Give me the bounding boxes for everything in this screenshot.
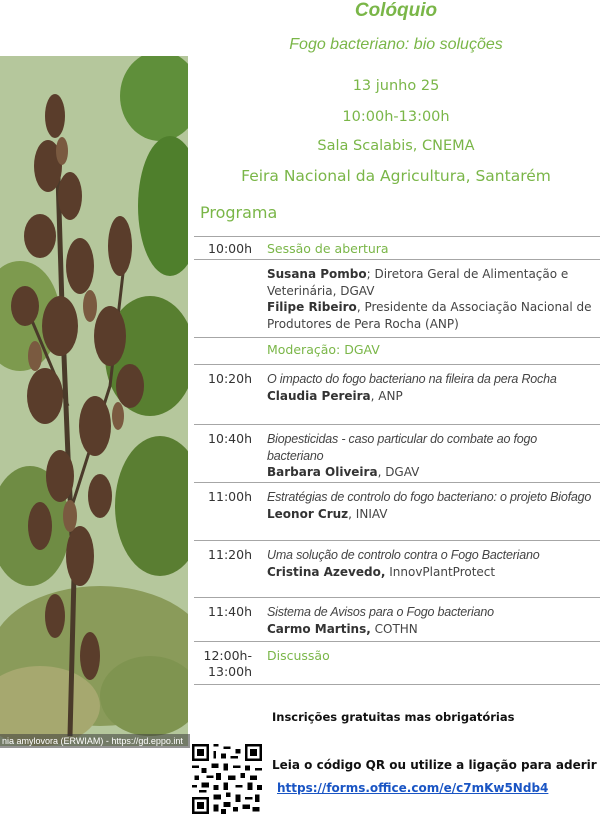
speaker-role: ; Diretora Geral de Alimentação e Veterinária, DGAV (267, 267, 569, 298)
row-time: 11:40h (208, 604, 252, 619)
speaker-name: Susana Pombo (267, 267, 367, 281)
table-row (194, 641, 600, 685)
speaker-org: , INIAV (348, 506, 388, 521)
speaker-name: Claudia Pereira (267, 388, 371, 403)
event-time: 10:00h-13:00h (342, 109, 450, 125)
talk-title: Biopesticidas - caso particular do combate ao fogo bacteriano (267, 432, 538, 463)
row-content (267, 365, 600, 424)
row-time: 10:40h (208, 431, 252, 446)
tree-photo (0, 56, 188, 746)
table-row (194, 482, 600, 540)
section-title: Programa (200, 203, 278, 222)
row-content (267, 483, 600, 540)
speaker-org: InnovPlantProtect (385, 564, 496, 579)
event-venue: Feira Nacional da Agricultura, Santarém (241, 167, 551, 185)
qr-code-icon[interactable] (192, 744, 262, 814)
table-row (194, 597, 600, 641)
speaker-role: , Presidente da Associação Nacional de Produtores de Pera Rocha (ANP) (267, 300, 592, 331)
row-time (194, 642, 267, 684)
talk-title: Sistema de Avisos para o Fogo bacteriano (267, 605, 494, 619)
table-row (194, 540, 600, 597)
event-subtitle: Fogo bacteriano: bio soluções (289, 36, 503, 53)
qr-instruction: Leia o código QR ou utilize a ligação para aderir (272, 758, 597, 772)
talk-title: O impacto do fogo bacteriano na fileira da pera Rocha (267, 372, 557, 386)
speaker-name: Leonor Cruz (267, 506, 349, 521)
speaker-org: , DGAV (377, 465, 420, 479)
row-time (194, 338, 267, 364)
row-time: 10:00h (208, 241, 252, 256)
talk-title: Uma solução de controlo contra o Fogo Bacteriano (267, 548, 540, 562)
row-time: 10:20h (208, 371, 252, 386)
row-label: Moderação: DGAV (267, 342, 380, 357)
registration-link[interactable]: https://forms.office.com/e/c7mKw5Ndb4 (277, 781, 549, 795)
row-time: 11:00h (208, 489, 252, 504)
row-time-end: 13:00h (208, 664, 252, 679)
speaker-name: Barbara Oliveira (267, 465, 378, 479)
blighted-tree-illustration (0, 56, 188, 746)
row-content (267, 598, 600, 641)
event-room: Sala Scalabis, CNEMA (317, 138, 475, 154)
row-speakers (267, 260, 600, 337)
photo-caption: nia amylovora (ERWIAM) - https://gd.eppo.int (0, 734, 190, 748)
registration-note: Inscrições gratuitas mas obrigatórias (272, 710, 515, 724)
row-time: 11:20h (208, 547, 252, 562)
table-row (194, 364, 600, 424)
table-row (194, 236, 600, 259)
row-time-start: 12:00h- (203, 648, 252, 663)
event-title: Colóquio (354, 0, 438, 21)
row-content (267, 541, 600, 597)
row-label: Sessão de abertura (267, 241, 389, 256)
row-label: Discussão (267, 648, 330, 663)
speaker-name: Carmo Martins, (267, 621, 371, 636)
speaker-name: Filipe Ribeiro (267, 300, 357, 314)
event-date: 13 junho 25 (352, 78, 440, 94)
speaker-name: Cristina Azevedo, (267, 564, 386, 579)
row-time (194, 260, 267, 337)
table-row (194, 424, 600, 482)
table-row (194, 337, 600, 364)
speaker-org: , ANP (370, 388, 403, 403)
row-content (267, 425, 600, 482)
talk-title: Estratégias de controlo do fogo bacteriano: o projeto Biofago (267, 490, 592, 504)
program-table (194, 236, 600, 685)
table-row (194, 259, 600, 337)
speaker-org: COTHN (370, 621, 418, 636)
